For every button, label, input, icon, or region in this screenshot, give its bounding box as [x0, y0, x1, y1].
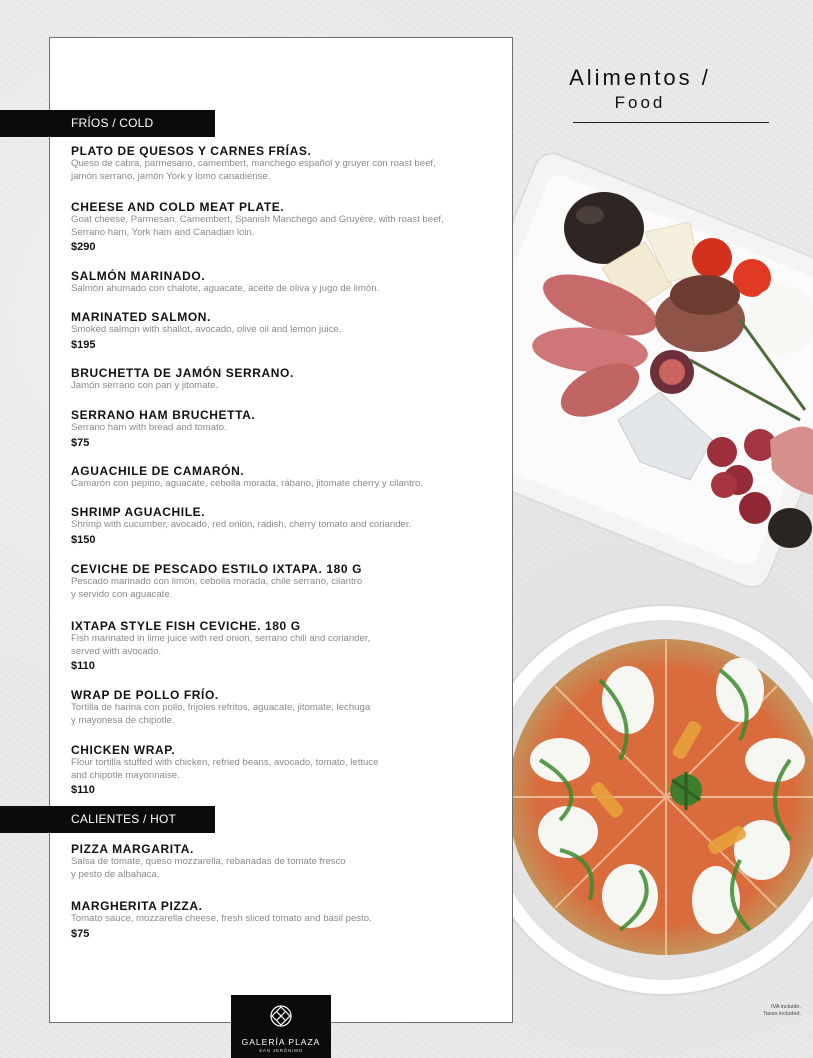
item-price: $150	[71, 533, 96, 546]
menu-item	[71, 505, 501, 547]
item-title: BRUCHETTA DE JAMÓN SERRANO.	[71, 366, 294, 380]
menu-item	[71, 619, 501, 673]
tax-note: IVA incluido. Taxes included.	[763, 1004, 801, 1017]
item-title: MARINATED SALMON.	[71, 310, 211, 324]
menu-item	[71, 366, 501, 393]
item-price: $290	[71, 241, 96, 253]
item-description: Salsa de tomate, queso mozzarella, rebanadas de tomate fresco y pesto de albahaca.	[71, 856, 346, 880]
item-title: IXTAPA STYLE FISH CEVICHE. 180 G	[71, 619, 301, 633]
item-price: $75	[71, 436, 90, 449]
item-description: Tomato sauce, mozzarella cheese, fresh sliced tomato and basil pesto.	[71, 913, 372, 924]
item-title: SALMÓN MARINADO.	[71, 269, 206, 283]
item-title: PLATO DE QUESOS Y CARNES FRÍAS.	[71, 144, 312, 158]
section-header-cold: FRÍOS / COLD	[0, 110, 215, 137]
menu-item	[71, 144, 501, 183]
menu-item	[71, 408, 501, 450]
menu-item	[71, 688, 501, 727]
item-price: $195	[71, 338, 96, 351]
menu-item	[71, 310, 501, 352]
item-title: CEVICHE DE PESCADO ESTILO IXTAPA. 180 G	[71, 562, 363, 576]
item-description: Pescado marinado con limón, cebolla morada, chile serrano, cilantro y servido con aguacate.	[71, 576, 363, 600]
menu-item	[71, 562, 501, 601]
galeria-plaza-logo	[231, 995, 331, 1058]
item-description: Serrano ham with bread and tomato.	[71, 422, 227, 433]
item-description: Queso de cabra, parmesano, camembert, manchego español y gruyer con roast beef, jamón serrano, jamón York y lomo canadiense.	[71, 158, 436, 182]
menu-item	[71, 743, 501, 797]
item-title: MARGHERITA PIZZA.	[71, 899, 203, 913]
item-price: $110	[71, 784, 95, 796]
logo-subtitle: SAN JERÓNIMO	[259, 1048, 303, 1053]
logo-name: GALERÍA PLAZA	[241, 1037, 321, 1047]
item-title: AGUACHILE DE CAMARÓN.	[71, 464, 245, 478]
item-price: $75	[71, 927, 90, 940]
heading-spanish: Alimentos /	[569, 65, 711, 90]
heading-divider	[573, 122, 769, 123]
menu-heading	[540, 65, 740, 115]
item-description: Shrimp with cucumber, avocado, red onion, radish, cherry tomato and coriander.	[71, 519, 412, 530]
heading-english: Food	[614, 93, 666, 112]
item-description: Tortilla de harina con pollo, frijoles refritos, aguacate, jitomate, lechuga y mayonesa de chipotle.	[71, 702, 371, 726]
item-title: CHEESE AND COLD MEAT PLATE.	[71, 200, 285, 214]
logo-emblem-icon	[269, 1004, 293, 1028]
menu-item	[71, 200, 501, 254]
menu-item	[71, 464, 501, 491]
item-title: CHICKEN WRAP.	[71, 743, 176, 757]
item-description: Salmón ahumado con chalote, aguacate, aceite de oliva y jugo de limón.	[71, 283, 380, 294]
item-description: Flour tortilla stuffed with chicken, refried beans, avocado, tomato, lettuce and chipotle mayonnaise.	[71, 757, 379, 781]
item-description: Smoked salmon with shallot, avocado, olive oil and lemon juice.	[71, 324, 342, 335]
item-title: WRAP DE POLLO FRÍO.	[71, 688, 219, 702]
item-description: Jamón serrano con pan y jitomate.	[71, 380, 219, 391]
item-description: Goat cheese, Parmesan, Camembert, Spanish Manchego and Gruyère, with roast beef, Serrano ham, York ham and Canadian loin.	[71, 214, 444, 238]
item-title: SHRIMP AGUACHILE.	[71, 505, 206, 519]
item-title: PIZZA MARGARITA.	[71, 842, 194, 856]
item-title: SERRANO HAM BRUCHETTA.	[71, 408, 256, 422]
menu-item	[71, 269, 501, 296]
menu-item	[71, 899, 501, 941]
item-description: Fish marinated in lime juice with red onion, serrano chili and coriander, served with avocado.	[71, 633, 371, 657]
section-header-hot: CALIENTES / HOT	[0, 806, 215, 833]
item-description: Camarón con pepino, aguacate, cebolla morada, rábano, jitomate cherry y cilantro.	[71, 478, 423, 489]
menu-item	[71, 842, 501, 881]
item-price: $110	[71, 660, 95, 672]
